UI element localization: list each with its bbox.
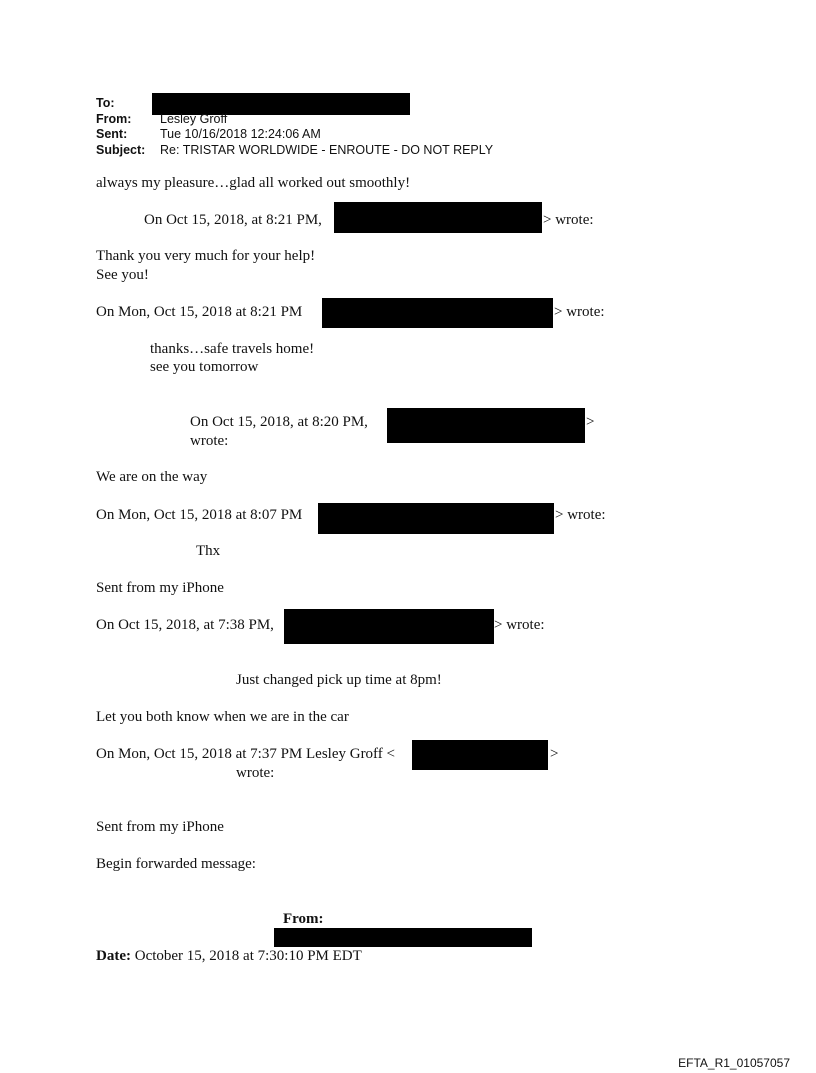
subject-label: Subject: bbox=[96, 143, 146, 157]
quote-header-suffix: > wrote: bbox=[554, 304, 605, 320]
forward-date-row bbox=[96, 947, 362, 965]
body-line: always my pleasure…glad all worked out smoothly! bbox=[96, 175, 411, 191]
to-label: To: bbox=[96, 96, 115, 110]
body-line: We are on the way bbox=[96, 469, 208, 485]
redaction-bar bbox=[334, 202, 542, 233]
body-line: Sent from my iPhone bbox=[96, 580, 224, 596]
body-line: See you! bbox=[96, 267, 149, 283]
quote-header-wrote: wrote: bbox=[236, 765, 275, 781]
body-line: Let you both know when we are in the car bbox=[96, 709, 349, 725]
quote-header-suffix: > wrote: bbox=[494, 617, 545, 633]
body-line: Sent from my iPhone bbox=[96, 819, 224, 835]
body-line: Thx bbox=[196, 543, 221, 559]
body-line: thanks…safe travels home! bbox=[150, 341, 315, 357]
quote-header-suffix: > wrote: bbox=[543, 212, 594, 228]
quote-header-prefix: On Oct 15, 2018, at 8:20 PM, bbox=[190, 414, 368, 430]
quote-header-prefix: On Oct 15, 2018, at 8:21 PM, bbox=[144, 212, 322, 228]
subject-value: Re: TRISTAR WORLDWIDE - ENROUTE - DO NOT REPLY bbox=[160, 143, 494, 157]
quote-header-prefix: On Oct 15, 2018, at 7:38 PM, bbox=[96, 617, 274, 633]
redaction-bar bbox=[387, 408, 585, 443]
quote-header-prefix: On Mon, Oct 15, 2018 at 8:21 PM bbox=[96, 304, 303, 320]
redaction-bar bbox=[318, 503, 554, 534]
body-line: Thank you very much for your help! bbox=[96, 248, 316, 264]
body-line: Just changed pick up time at 8pm! bbox=[236, 672, 442, 688]
from-label: From: bbox=[96, 112, 132, 126]
quote-header-prefix: On Mon, Oct 15, 2018 at 7:37 PM Lesley Groff < bbox=[96, 746, 395, 762]
body-line: see you tomorrow bbox=[150, 359, 259, 375]
redaction-bar bbox=[274, 928, 532, 947]
quote-header-suffix: > wrote: bbox=[555, 507, 606, 523]
sent-label: Sent: bbox=[96, 127, 128, 141]
quote-header-prefix: On Mon, Oct 15, 2018 at 8:07 PM bbox=[96, 507, 303, 523]
forward-date-value: October 15, 2018 at 7:30:10 PM EDT bbox=[134, 948, 362, 964]
quote-header-suffix: > bbox=[550, 746, 559, 762]
forward-date-label: Date: bbox=[96, 948, 131, 964]
forward-from-label: From: bbox=[283, 911, 324, 927]
quote-header-wrote: wrote: bbox=[190, 433, 229, 449]
from-value: Lesley Groff bbox=[160, 112, 228, 126]
document-id: EFTA_R1_01057057 bbox=[678, 1056, 790, 1070]
quote-header-suffix: > bbox=[586, 414, 595, 430]
redaction-bar bbox=[322, 298, 553, 328]
redaction-bar bbox=[284, 609, 494, 644]
sent-value: Tue 10/16/2018 12:24:06 AM bbox=[160, 127, 321, 141]
body-line: Begin forwarded message: bbox=[96, 856, 256, 872]
redaction-bar bbox=[412, 740, 548, 770]
